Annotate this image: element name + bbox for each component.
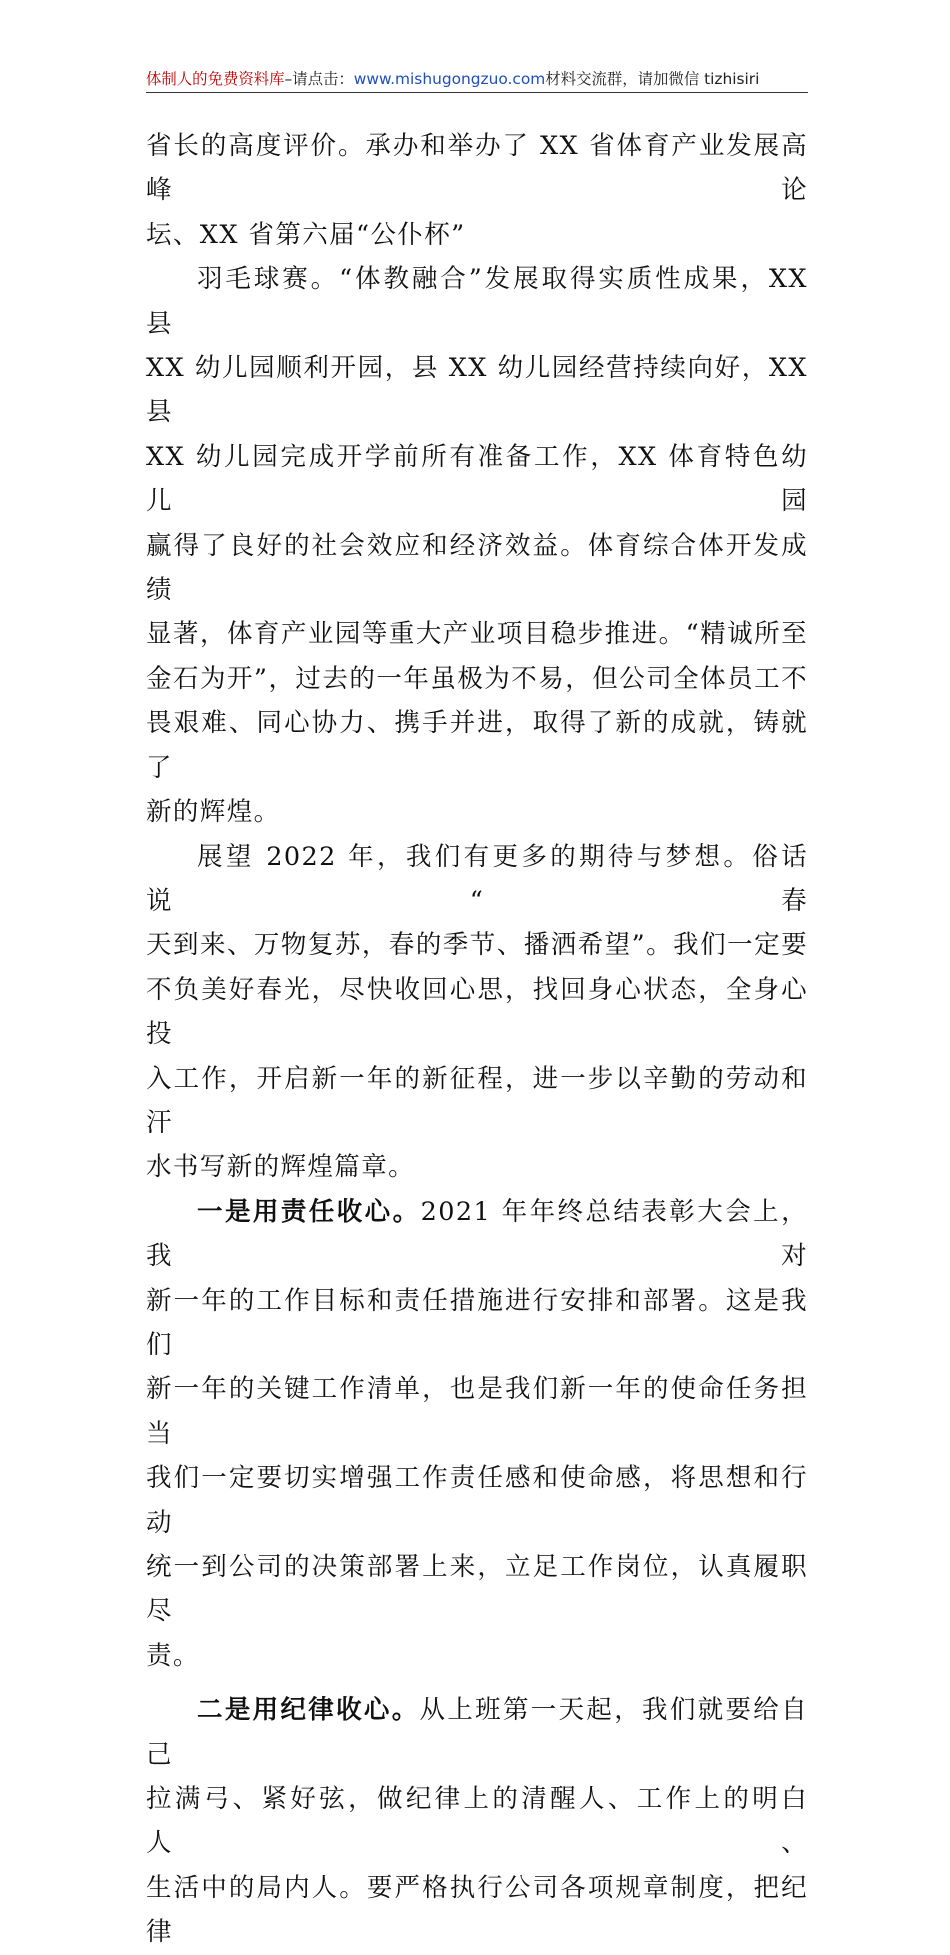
paragraph-line: 展望 2022 年，我们有更多的期待与梦想。俗话说“春 [146, 841, 808, 916]
paragraph-line: 省长的高度评价。承办和举办了 XX 省体育产业发展高峰论 [146, 131, 808, 206]
paragraph-line: 我们一定要切实增强工作责任感和使命感，将思想和行动 [146, 1463, 808, 1538]
section-lead: 一是用责任收心。 [197, 1196, 421, 1227]
paragraph-line: 不负美好春光，尽快收回心思，找回身心状态，全身心投 [146, 974, 808, 1050]
paragraph-line: 新一年的关键工作清单，也是我们新一年的使命任务担当 [146, 1374, 808, 1449]
paragraph-line: 水书写新的辉煌篇章。 [146, 1152, 416, 1183]
paragraph-line [146, 1190, 808, 1279]
paragraph-line: 拉满弓、紧好弦，做纪律上的清醒人、工作上的明白人、 [146, 1784, 808, 1859]
section-lead: 二是用纪律收心。 [197, 1695, 420, 1726]
header-link[interactable]: www.mishugongzuo.com [353, 70, 546, 88]
paragraph-line: 统一到公司的决策部署上来，立足工作岗位，认真履职尽 [146, 1552, 808, 1627]
header-brand: 体制人的免费资料库 [146, 70, 285, 88]
paragraph-line: 生活中的局内人。要严格执行公司各项规章制度，把纪律 [146, 1872, 808, 1948]
paragraph-line: 新的辉煌。 [146, 797, 281, 828]
paragraph-line [146, 1688, 808, 1777]
paragraph-line: 金石为开”，过去的一年虽极为不易，但公司全体员工不 [146, 663, 808, 694]
document-body [146, 124, 808, 1955]
page-header [146, 68, 808, 93]
paragraph-line: 显著，体育产业园等重大产业项目稳步推进。“精诚所至 [146, 619, 808, 650]
paragraph-line: 赢得了良好的社会效应和经济效益。体育综合体开发成绩 [146, 530, 808, 606]
paragraph-line: 羽毛球赛。“体教融合”发展取得实质性成果，XX 县 [146, 264, 808, 339]
header-prompt: –请点击： [284, 70, 354, 88]
paragraph-line: 畏艰难、同心协力、携手并进，取得了新的成就，铸就了 [146, 708, 808, 783]
paragraph-line: 天到来、万物复苏，春的季节、播洒希望”。我们一定要 [146, 930, 808, 961]
paragraph-line: 坛、XX 省第六届“公仆杯” [146, 219, 466, 250]
paragraph-text: 从上班第一天起，我们就要给自己 [146, 1695, 808, 1770]
paragraph-line: 入工作，开启新一年的新征程，进一步以辛勤的劳动和汗 [146, 1063, 808, 1138]
paragraph-line: XX 幼儿园顺利开园，县 XX 幼儿园经营持续向好，XX 县 [146, 353, 808, 428]
paragraph-text: 2021 年年终总结表彰大会上，我对 [146, 1196, 808, 1272]
header-wechat-note: 材料交流群，请加微信 tizhisiri [545, 70, 760, 88]
paragraph-line: 新一年的工作目标和责任措施进行安排和部署。这是我们 [146, 1285, 808, 1360]
paragraph-line: XX 幼儿园完成开学前所有准备工作，XX 体育特色幼儿园 [146, 441, 808, 517]
paragraph-line: 责。 [146, 1640, 200, 1671]
